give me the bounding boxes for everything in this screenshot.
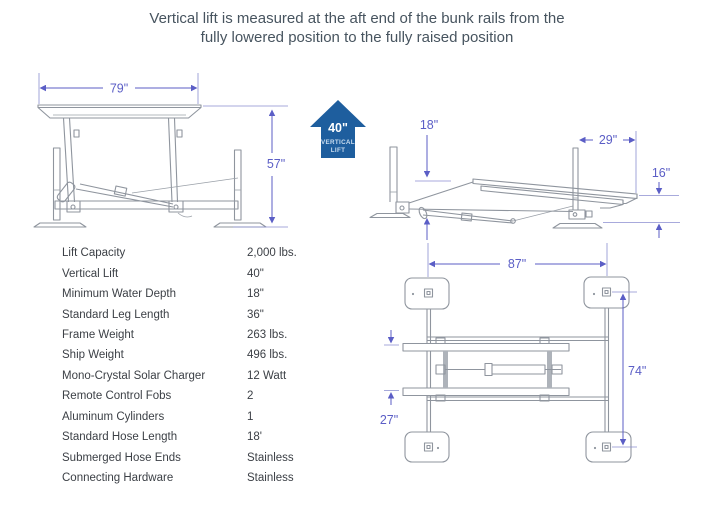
spec-value: 2,000 lbs.: [247, 247, 297, 260]
spec-label: Vertical Lift: [62, 267, 119, 280]
dimension-79: [39, 73, 198, 104]
lift-badge-label1: VERTICAL: [321, 139, 355, 146]
spec-value: Stainless: [247, 472, 294, 485]
table-row: [62, 468, 362, 488]
spec-table: [62, 243, 362, 488]
table-row: [62, 407, 362, 427]
raised-lift-drawing: [34, 105, 266, 227]
spec-value: Stainless: [247, 451, 294, 464]
spec-label: Connecting Hardware: [62, 472, 174, 485]
spec-label: Submerged Hose Ends: [62, 451, 181, 464]
lift-badge-label2: LIFT: [330, 147, 346, 154]
lowered-side-view-diagram: [365, 112, 714, 245]
table-row: [62, 427, 362, 447]
spec-value: 18': [247, 431, 262, 444]
spec-label: Remote Control Fobs: [62, 390, 172, 403]
spec-value: 1: [247, 410, 254, 423]
dim-label-width-87: 87": [507, 257, 527, 271]
dimension-18: [415, 118, 451, 240]
spec-label: Lift Capacity: [62, 247, 126, 260]
spec-value: 2: [247, 390, 254, 403]
spec-label: Ship Weight: [62, 349, 124, 362]
spec-value: 36": [247, 308, 264, 321]
vertical-lift-arrow-badge: [309, 99, 367, 159]
spec-label: Standard Hose Length: [62, 431, 178, 444]
dimension-27: [380, 330, 399, 427]
dim-label-height-57: 57": [266, 157, 286, 171]
spec-value: 496 lbs.: [247, 349, 288, 362]
table-row: [62, 284, 362, 304]
spec-value: 12 Watt: [247, 369, 287, 382]
dim-label-spread-27: 27": [379, 413, 399, 427]
spec-value: 18": [247, 288, 264, 301]
dim-label-width-79: 79": [109, 81, 129, 96]
spec-label: Minimum Water Depth: [62, 288, 176, 301]
page-title-line1: Vertical lift is measured at the aft end of the bunk rails from the: [149, 10, 565, 27]
table-row: [62, 345, 362, 365]
lowered-lift-drawing: [370, 147, 637, 228]
table-row: [62, 263, 362, 283]
dim-label-rear-16: 16": [651, 166, 671, 180]
lift-badge-value: 40": [328, 121, 348, 135]
dim-label-depth-18: 18": [419, 118, 439, 132]
table-row: [62, 325, 362, 345]
spec-label: Frame Weight: [62, 328, 135, 341]
spec-label: Aluminum Cylinders: [62, 410, 165, 423]
raised-side-view-diagram: [20, 62, 310, 234]
spec-value: 40": [247, 267, 264, 280]
spec-label: Mono-Crystal Solar Charger: [62, 369, 206, 382]
table-row: [62, 304, 362, 324]
dimension-29: [580, 131, 636, 193]
page-title-line2: fully lowered position to the fully raised position: [200, 29, 514, 46]
spec-value: 263 lbs.: [247, 328, 288, 341]
page-title: [0, 9, 714, 47]
table-row: [62, 447, 362, 467]
dim-label-beam-29: 29": [598, 133, 618, 147]
dimension-87: [428, 243, 607, 277]
dim-label-length-74: 74": [628, 364, 647, 378]
table-row: [62, 386, 362, 406]
top-view-drawing: [403, 277, 631, 462]
table-row: [62, 366, 362, 386]
dimension-74: [612, 292, 646, 447]
spec-label: Standard Leg Length: [62, 308, 170, 321]
table-row: [62, 243, 362, 263]
top-view-diagram: [375, 243, 714, 488]
